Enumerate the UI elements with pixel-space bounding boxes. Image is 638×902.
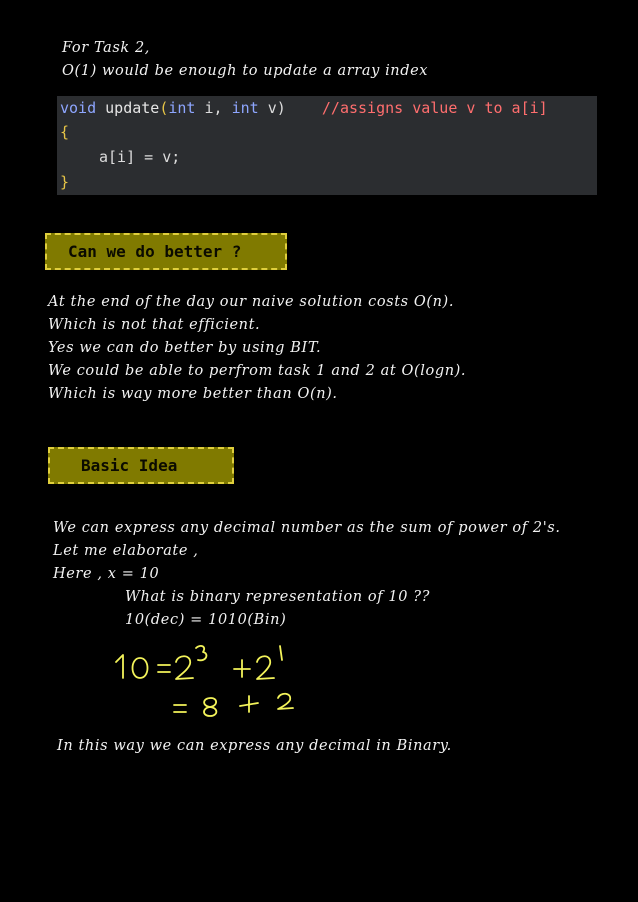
hand-term3 <box>204 698 216 716</box>
hand-digit-0 <box>133 658 148 678</box>
section1-line-1: At the end of the day our naive solution costs O(n). <box>48 294 455 310</box>
hand-term1-exp <box>196 646 206 660</box>
code-function-name: update <box>105 99 160 117</box>
code-paren: ( <box>159 99 169 117</box>
hand-term2-exp <box>280 646 282 660</box>
code-param-i: i, <box>195 99 232 117</box>
section2-line-2: Let me elaborate , <box>53 543 199 559</box>
section2-line-3: Here , x = 10 <box>53 566 160 582</box>
hand-term1-base <box>176 656 193 679</box>
handwritten-equation <box>110 640 320 720</box>
conclusion-line: In this way we can express any decimal in Binary. <box>57 738 452 754</box>
hand-term4 <box>278 694 293 709</box>
hand-digit-1 <box>116 655 123 678</box>
code-keyword-void: void <box>60 99 97 117</box>
code-keyword-int: int <box>168 99 196 117</box>
section1-line-3: Yes we can do better by using BIT. <box>48 340 322 356</box>
section2-line-5: 10(dec) = 1010(Bin) <box>125 612 287 628</box>
code-block <box>57 96 597 195</box>
section1-line-5: Which is way more better than O(n). <box>48 386 338 402</box>
hand-term2-base <box>257 656 274 679</box>
section1-line-2: Which is not that efficient. <box>48 317 261 333</box>
section2-line-1: We can express any decimal number as the sum of power of 2's. <box>53 520 561 536</box>
section2-line-4: What is binary representation of 10 ?? <box>125 589 431 605</box>
intro-line-1: For Task 2, <box>62 40 150 56</box>
code-body: a[i] = v; <box>99 148 181 166</box>
code-comment: //assigns value v to a[i] <box>321 99 548 117</box>
code-keyword-int-2: int <box>231 99 259 117</box>
section1-line-4: We could be able to perfrom task 1 and 2 at O(logn). <box>48 363 467 379</box>
code-brace-close: } <box>60 173 70 191</box>
code-line-1 <box>60 99 548 117</box>
section-heading-better: Can we do better ? <box>45 233 287 270</box>
section-heading-basic-idea: Basic Idea <box>48 447 234 484</box>
intro-line-2: O(1) would be enough to update a array index <box>62 63 429 79</box>
code-brace-open: { <box>60 123 70 141</box>
code-param-v: v) <box>258 99 286 117</box>
